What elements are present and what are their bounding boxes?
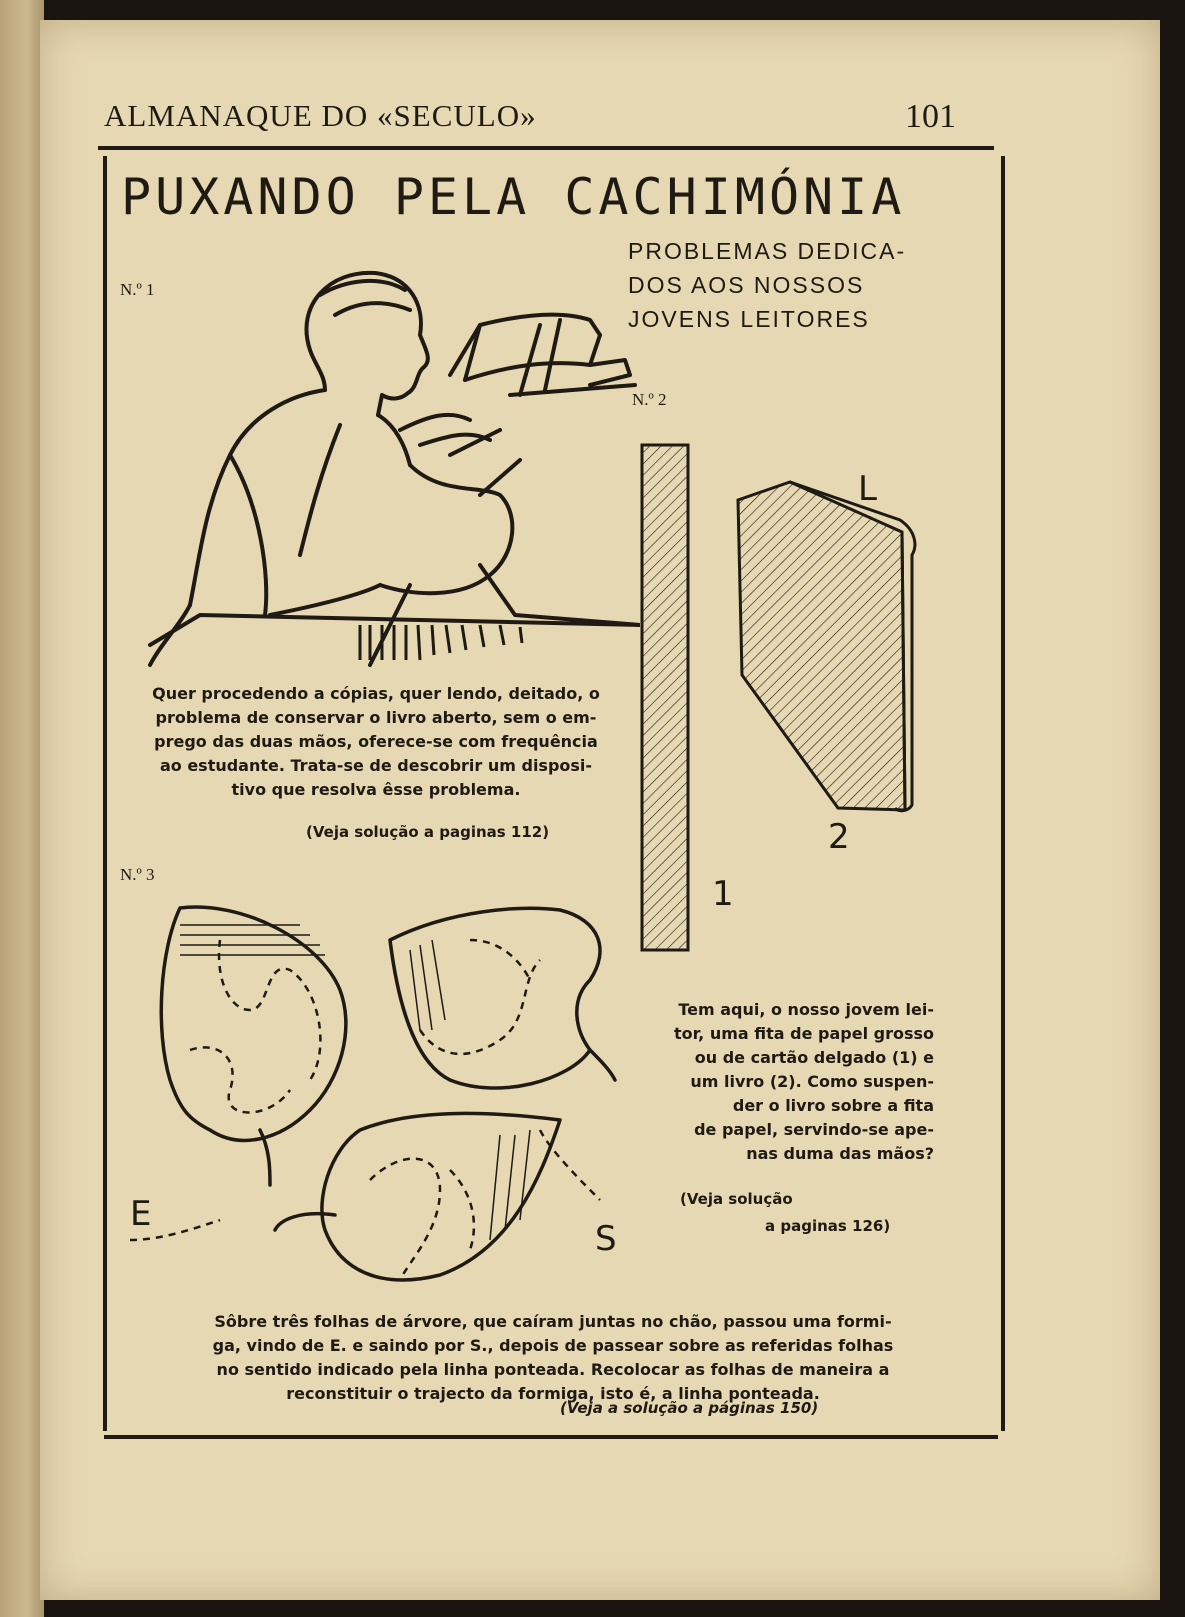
problem-1-text: [118, 682, 634, 802]
text-line: de papel, servindo-se ape-: [694, 1120, 934, 1139]
problem-2-reference-pages: a paginas 126): [765, 1217, 891, 1235]
subtitle-line: DOS AOS NOSSOS: [628, 272, 865, 298]
text-line: no sentido indicado pela linha ponteada. Recolocar as folhas de maneira a: [216, 1360, 890, 1379]
book: [738, 482, 915, 811]
bottom-rule: [104, 1435, 998, 1439]
problem-1-number: N.º 1: [120, 280, 155, 299]
problem-2-number: N.º 2: [632, 390, 667, 409]
label-corner: L: [858, 469, 877, 509]
text-line: Quer procedendo a cópias, quer lendo, deitado, o: [152, 684, 600, 703]
text-line: Tem aqui, o nosso jovem lei-: [678, 1000, 934, 1019]
label-entry: E: [130, 1194, 152, 1234]
text-line: nas duma das mãos?: [746, 1144, 934, 1163]
paper-strip-and-book-illustration: [630, 420, 960, 980]
label-exit: S: [595, 1219, 617, 1259]
subtitle-line: JOVENS LEITORES: [628, 306, 870, 332]
problem-2-text: [632, 998, 934, 1166]
text-line: prego das duas mãos, oferece-se com frequência: [154, 732, 598, 751]
page-number: 101: [905, 98, 956, 135]
text-line: ga, vindo de E. e saindo por S., depois de passear sobre as referidas folhas: [212, 1336, 894, 1355]
text-line: tor, uma fita de papel grosso: [674, 1024, 934, 1043]
text-line: ou de cartão delgado (1) e: [694, 1048, 934, 1067]
problem-1-reference: (Veja solução a paginas 112): [306, 823, 550, 841]
subtitle: [628, 234, 928, 336]
running-header: ALMANAQUE DO «SECULO»: [104, 98, 537, 133]
subtitle-line: PROBLEMAS DEDICA-: [628, 238, 907, 264]
label-book: 2: [828, 817, 850, 857]
leaf-right: [390, 908, 600, 1088]
problem-3-number: N.º 3: [120, 865, 155, 884]
text-line: tivo que resolva êsse problema.: [231, 780, 521, 799]
text-line: problema de conservar o livro aberto, sem o em-: [155, 708, 597, 727]
three-leaves-illustration: [120, 880, 640, 1300]
text-line: Sôbre três folhas de árvore, que caíram juntas no chão, passou uma formi-: [214, 1312, 892, 1331]
text-line: um livro (2). Como suspen-: [690, 1072, 934, 1091]
text-line: ao estudante. Trata-se de descobrir um disposi-: [159, 756, 593, 775]
label-strip: 1: [712, 874, 734, 914]
problem-2-reference: (Veja solução: [680, 1190, 793, 1208]
text-line: reconstituir o trajecto da formiga, isto é, a linha ponteada.: [286, 1384, 820, 1403]
problem-3-reference: (Veja a solução a páginas 150): [560, 1399, 819, 1417]
problem-3-text: [122, 1310, 984, 1406]
student-reading-illustration: [120, 255, 640, 675]
leaf-bottom: [322, 1113, 560, 1280]
paper-strip: [642, 445, 688, 950]
top-rule: [98, 146, 994, 150]
text-line: der o livro sobre a fita: [732, 1096, 934, 1115]
adjacent-page-edge: [0, 0, 44, 1617]
page-title: PUXANDO PELA CACHIMÓNIA: [121, 168, 906, 226]
